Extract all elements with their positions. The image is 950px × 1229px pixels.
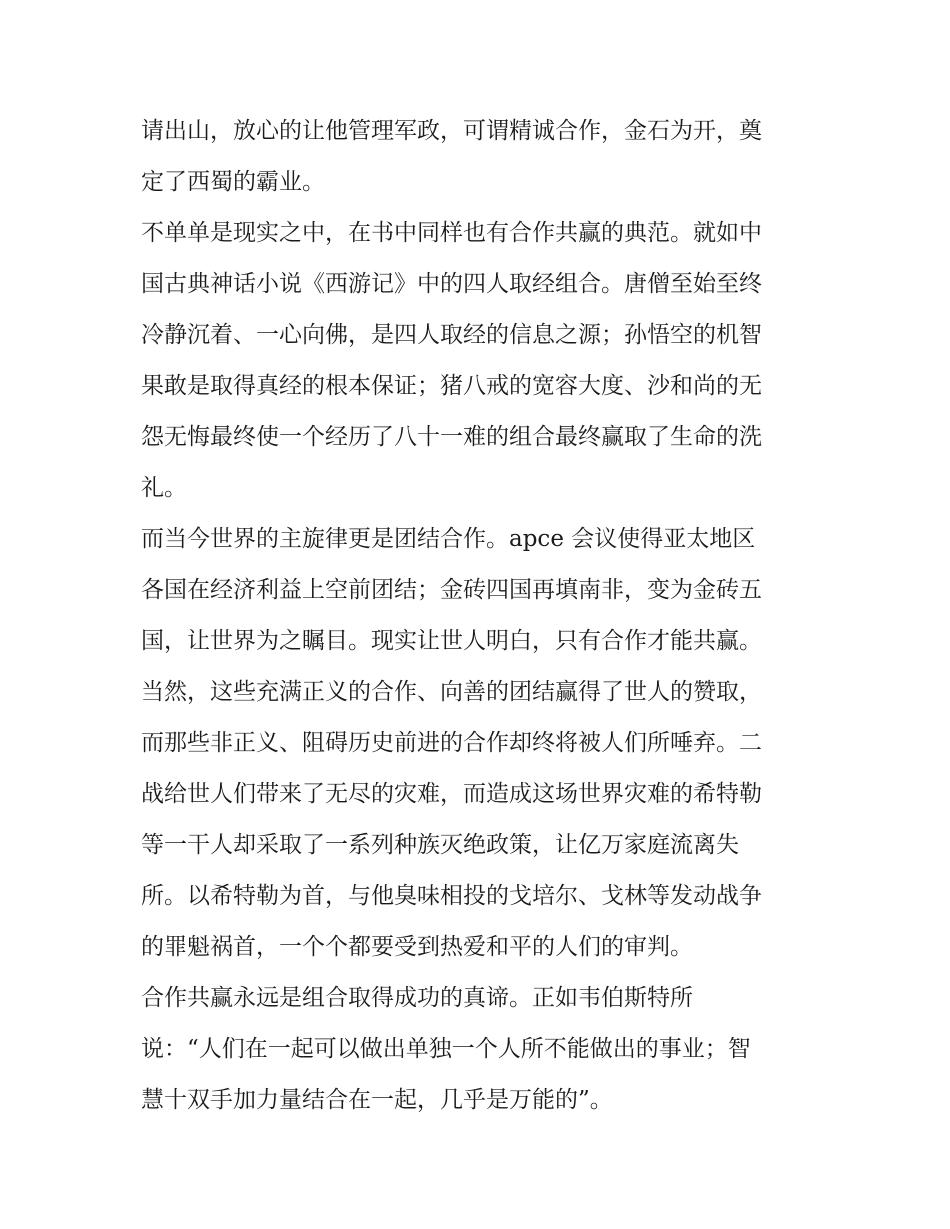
text-line: 而当今世界的主旋律更是团结合作。apce 会议使得亚太地区 [141,526,756,552]
text-line: 果敢是取得真经的根本保证；猪八戒的宽容大度、沙和尚的无 [141,373,762,399]
text-line: 请出山，放心的让他管理军政，可谓精诚合作，金石为开，奠 [141,118,762,144]
essay-text [141,106,821,1126]
text-line: 当然，这些充满正义的合作、向善的团结赢得了世人的赞取， [141,679,762,705]
text-line: 战给世人们带来了无尽的灾难，而造成这场世界灾难的希特勒 [141,781,762,807]
text-line: 各国在经济利益上空前团结；金砖四国再填南非，变为金砖五 [141,577,762,603]
text-line: 冷静沉着、一心向佛，是四人取经的信息之源；孙悟空的机智 [141,322,762,348]
text-line: 礼。 [141,475,187,501]
text-line: 的罪魁祸首，一个个都要受到热爱和平的人们的审判。 [141,934,693,960]
text-line: 合作共赢永远是组合取得成功的真谛。正如韦伯斯特所 [141,985,693,1011]
text-line: 不单单是现实之中，在书中同样也有合作共赢的典范。就如中 [141,220,762,246]
text-line: 说：“人们在一起可以做出单独一个人所不能做出的事业；智 [141,1036,751,1062]
text-line: 怨无悔最终使一个经历了八十一难的组合最终赢取了生命的洗 [141,424,762,450]
text-line: 所。以希特勒为首，与他臭味相投的戈培尔、戈林等发动战争 [141,883,762,909]
text-line: 慧十双手加力量结合在一起，几乎是万能的”。 [141,1087,613,1113]
text-line: 国，让世界为之瞩目。现实让世人明白，只有合作才能共赢。 [141,628,762,654]
text-line: 定了西蜀的霸业。 [141,169,325,195]
text-line: 国古典神话小说《西游记》中的四人取经组合。唐僧至始至终 [141,271,762,297]
text-line: 等一干人却采取了一系列种族灭绝政策，让亿万家庭流离失 [141,832,739,858]
text-line: 而那些非正义、阻碍历史前进的合作却终将被人们所唾弃。二 [141,730,762,756]
